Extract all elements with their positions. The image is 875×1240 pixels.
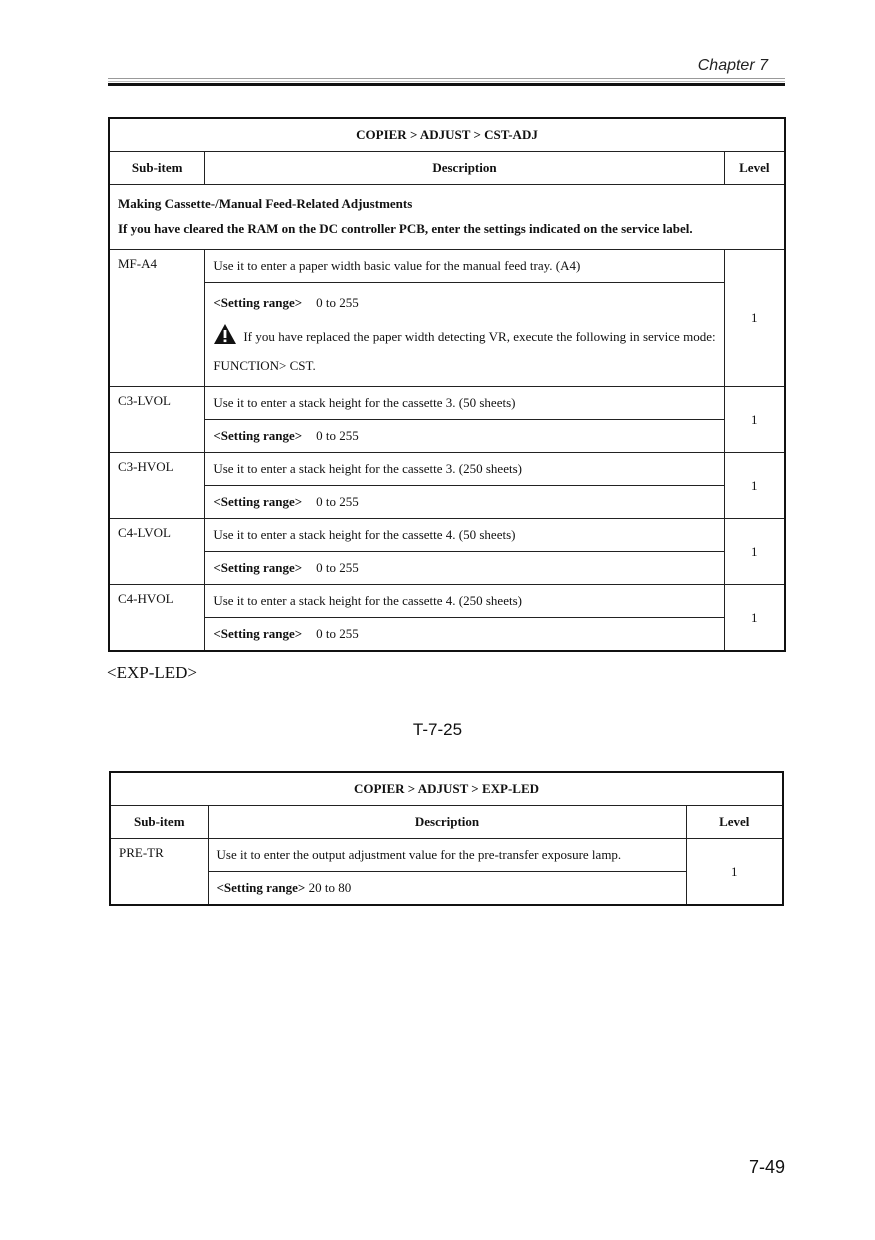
setting-range-value: 0 to 255 — [316, 494, 359, 509]
table-row — [109, 387, 785, 420]
sub-item-cell: C3-LVOL — [109, 387, 205, 453]
caution-note — [213, 323, 715, 378]
setting-range-value: 20 to 80 — [308, 880, 352, 895]
table-row — [110, 839, 783, 872]
sub-item-cell: C4-HVOL — [109, 585, 205, 652]
setting-range-value: 0 to 255 — [316, 626, 359, 641]
description-cell: Use it to enter a stack height for the cassette 3. (250 sheets) — [205, 453, 724, 486]
header-rule-thin — [108, 78, 785, 79]
setting-range-cell — [205, 552, 724, 585]
table-row — [109, 250, 785, 283]
setting-range-cell — [205, 420, 724, 453]
table-row — [109, 486, 785, 519]
setting-range-label: <Setting range> — [213, 494, 303, 509]
page-number: 7-49 — [748, 1157, 785, 1177]
header-rule-thin-2 — [108, 81, 785, 82]
level-cell: 1 — [686, 839, 783, 906]
table-title: COPIER > ADJUST > EXP-LED — [110, 772, 783, 806]
description-cell: Use it to enter a stack height for the cassette 4. (50 sheets) — [205, 519, 724, 552]
sub-item-cell: PRE-TR — [110, 839, 208, 906]
cst-adj-table — [108, 117, 786, 652]
column-header-sub-item: Sub-item — [110, 806, 208, 839]
intro-instruction: If you have cleared the RAM on the DC controller PCB, enter the settings indicated on the service label. — [118, 221, 693, 236]
description-cell: Use it to enter a stack height for the cassette 3. (50 sheets) — [205, 387, 724, 420]
intro-heading: Making Cassette-/Manual Feed-Related Adjustments — [118, 196, 413, 211]
setting-range-cell — [208, 872, 686, 906]
column-header-description: Description — [208, 806, 686, 839]
header-rule-thick — [108, 83, 785, 86]
level-cell: 1 — [724, 519, 785, 585]
table-title: COPIER > ADJUST > CST-ADJ — [109, 118, 785, 152]
level-cell: 1 — [724, 387, 785, 453]
table-row — [109, 453, 785, 486]
chapter-label: Chapter 7 — [697, 57, 768, 74]
setting-range-value: 0 to 255 — [316, 295, 359, 310]
caution-note-text: If you have replaced the paper width detecting VR, execute the following in service mode: FUNCTION> CST. — [213, 329, 716, 373]
setting-range-label: <Setting range> — [213, 428, 303, 443]
setting-range-label: <Setting range> — [213, 295, 303, 310]
section-heading: <EXP-LED> — [107, 663, 197, 682]
warning-triangle-icon — [213, 323, 237, 353]
table-row — [109, 552, 785, 585]
table-row — [109, 519, 785, 552]
sub-item-cell: C4-LVOL — [109, 519, 205, 585]
column-header-level: Level — [724, 152, 785, 185]
level-cell: 1 — [724, 585, 785, 652]
description-cell: Use it to enter the output adjustment value for the pre-transfer exposure lamp. — [208, 839, 686, 872]
setting-range-label: <Setting range> — [213, 560, 303, 575]
level-cell: 1 — [724, 250, 785, 387]
sub-item-cell: MF-A4 — [109, 250, 205, 387]
setting-range-label: <Setting range> — [216, 880, 306, 895]
column-header-sub-item: Sub-item — [109, 152, 205, 185]
setting-range-cell — [205, 486, 724, 519]
setting-range-label: <Setting range> — [213, 626, 303, 641]
column-header-description: Description — [205, 152, 724, 185]
table-row — [109, 283, 785, 387]
setting-range-cell — [205, 618, 724, 652]
table-caption: T-7-25 — [412, 720, 463, 739]
sub-item-cell: C3-HVOL — [109, 453, 205, 519]
setting-range-value: 0 to 255 — [316, 428, 359, 443]
description-cell: Use it to enter a paper width basic value for the manual feed tray. (A4) — [205, 250, 724, 283]
level-cell: 1 — [724, 453, 785, 519]
exp-led-table — [109, 771, 784, 906]
table-row — [109, 420, 785, 453]
intro-cell — [109, 185, 785, 250]
setting-range-cell — [205, 283, 724, 387]
table-row — [109, 585, 785, 618]
table-row — [109, 618, 785, 652]
column-header-level: Level — [686, 806, 783, 839]
description-cell: Use it to enter a stack height for the cassette 4. (250 sheets) — [205, 585, 724, 618]
table-row — [110, 872, 783, 906]
setting-range-value: 0 to 255 — [316, 560, 359, 575]
